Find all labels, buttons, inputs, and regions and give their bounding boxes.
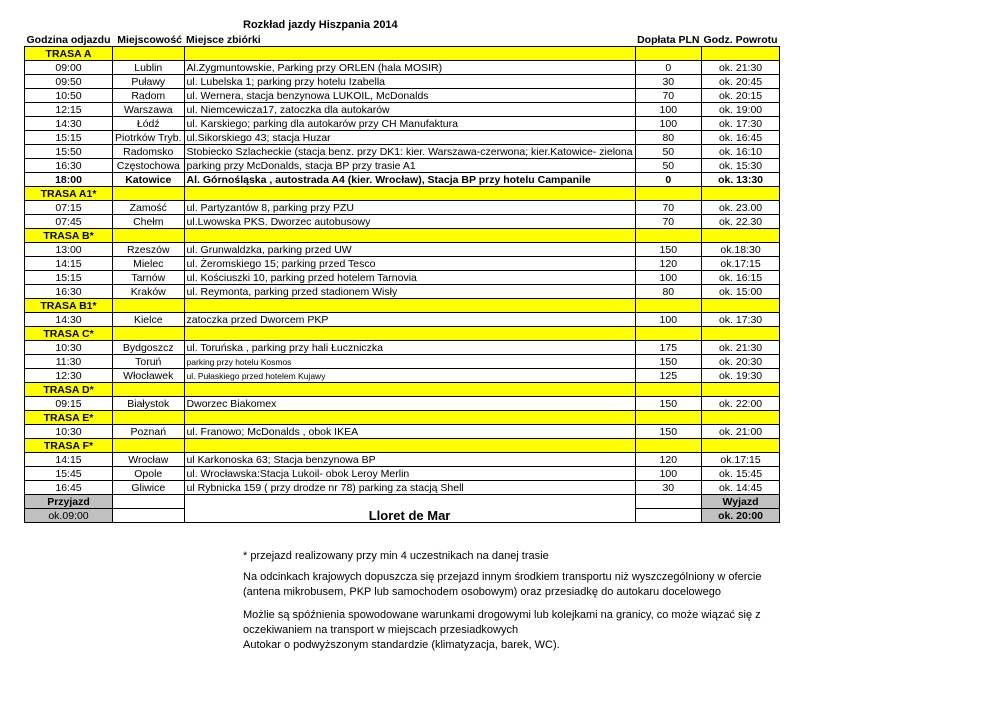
route-header-row (25, 47, 780, 61)
departure-time-cell: 14:30 (25, 117, 113, 131)
route-header-row (25, 187, 780, 201)
return-time-cell: ok. 21:30 (702, 341, 780, 355)
meeting-point-cell: ul.Sikorskiego 43; stacja Huzar (184, 131, 635, 145)
departure-time-cell: 09:00 (25, 61, 113, 75)
route-header-cell (635, 299, 701, 313)
schedule-row (25, 173, 780, 187)
departure-time-cell: 09:15 (25, 397, 113, 411)
schedule-row (25, 355, 780, 369)
city-cell: Bydgoszcz (113, 341, 185, 355)
city-cell: Mielec (113, 257, 185, 271)
meeting-point-cell: ul Karkonoska 63; Stacja benzynowa BP (184, 453, 635, 467)
route-header-row (25, 229, 780, 243)
departure-time-cell: 16:30 (25, 285, 113, 299)
arrival-time: ok.09:00 (25, 509, 113, 523)
return-time-cell: ok. 20:15 (702, 89, 780, 103)
route-header-cell (184, 327, 635, 341)
meeting-point-cell: ul. Grunwaldzka, parking przed UW (184, 243, 635, 257)
route-header-cell (184, 187, 635, 201)
surcharge-cell: 150 (635, 243, 701, 257)
route-header-row (25, 299, 780, 313)
departure-time-cell: 11:30 (25, 355, 113, 369)
meeting-point-cell: Al.Zygmuntowskie, Parking przy ORLEN (hala MOSIR) (184, 61, 635, 75)
meeting-point-cell: ul. Kościuszki 10, parking przed hotelem Tarnovia (184, 271, 635, 285)
departure-time-cell: 15:15 (25, 271, 113, 285)
return-time-cell: ok. 16:45 (702, 131, 780, 145)
surcharge-cell: 120 (635, 257, 701, 271)
return-time-cell: ok. 15:45 (702, 467, 780, 481)
route-header-cell (184, 411, 635, 425)
surcharge-cell: 100 (635, 103, 701, 117)
surcharge-cell: 50 (635, 145, 701, 159)
footer-blank-fee-2 (635, 509, 701, 523)
city-cell: Kielce (113, 313, 185, 327)
route-header-cell (635, 411, 701, 425)
departure-time-cell: 12:15 (25, 103, 113, 117)
return-time-cell: ok.17:15 (702, 257, 780, 271)
route-name: TRASA F* (25, 439, 113, 453)
meeting-point-cell: ul. Toruńska , parking przy hali Łuczniczka (184, 341, 635, 355)
route-header-cell (113, 439, 185, 453)
footer-blank-city-2 (113, 509, 185, 523)
return-time-cell: ok. 22:00 (702, 397, 780, 411)
schedule-table (24, 33, 780, 523)
meeting-point-cell: ul. Franowo; McDonalds , obok IKEA (184, 425, 635, 439)
departure-time-cell: 10:50 (25, 89, 113, 103)
route-header-cell (184, 229, 635, 243)
route-name: TRASA D* (25, 383, 113, 397)
surcharge-cell: 100 (635, 117, 701, 131)
schedule-row (25, 425, 780, 439)
schedule-row (25, 61, 780, 75)
meeting-point-cell: ul. Żeromskiego 15; parking przed Tesco (184, 257, 635, 271)
route-header-cell (702, 299, 780, 313)
schedule-row (25, 453, 780, 467)
route-header-cell (184, 383, 635, 397)
meeting-point-cell: zatoczka przed Dworcem PKP (184, 313, 635, 327)
city-cell: Gliwice (113, 481, 185, 495)
surcharge-cell: 100 (635, 313, 701, 327)
route-header-cell (184, 439, 635, 453)
meeting-point-cell: ul. Lubelska 1; parking przy hotelu Izabella (184, 75, 635, 89)
return-time-cell: ok. 21:00 (702, 425, 780, 439)
schedule-row (25, 243, 780, 257)
schedule-row (25, 89, 780, 103)
surcharge-cell: 0 (635, 173, 701, 187)
return-time-cell: ok. 15:30 (702, 159, 780, 173)
departure-time-cell: 15:50 (25, 145, 113, 159)
city-cell: Warszawa (113, 103, 185, 117)
schedule-row (25, 397, 780, 411)
destination: Lloret de Mar (184, 495, 635, 523)
surcharge-cell: 80 (635, 285, 701, 299)
departure-time-cell: 13:00 (25, 243, 113, 257)
city-cell: Piotrków Tryb. (113, 131, 185, 145)
departure-time-cell: 09:50 (25, 75, 113, 89)
city-cell: Łódź (113, 117, 185, 131)
route-name: TRASA C* (25, 327, 113, 341)
route-header-cell (702, 187, 780, 201)
departure-time-cell: 16:45 (25, 481, 113, 495)
notes (243, 549, 783, 661)
route-name: TRASA B* (25, 229, 113, 243)
route-name: TRASA A1* (25, 187, 113, 201)
city-cell: Lublin (113, 61, 185, 75)
meeting-point-cell: Dworzec Biakomex (184, 397, 635, 411)
surcharge-cell: 100 (635, 271, 701, 285)
header-meeting-point: Miejsce zbiórki (186, 33, 261, 46)
surcharge-cell: 30 (635, 75, 701, 89)
return-time-cell: ok. 16:15 (702, 271, 780, 285)
departure-time-cell: 16:30 (25, 159, 113, 173)
header-return-time: Godz. Powrotu (703, 33, 778, 46)
departure-time-cell: 18:00 (25, 173, 113, 187)
schedule-row (25, 467, 780, 481)
route-header-cell (113, 47, 185, 61)
city-cell: Zamość (113, 201, 185, 215)
footer-label-row (25, 495, 780, 509)
note-coach-standard: Autokar o podwyższonym standardzie (klimatyzacja, barek, WC). (243, 639, 560, 651)
schedule-row (25, 341, 780, 355)
city-cell: Rzeszów (113, 243, 185, 257)
return-time-cell: ok. 19:00 (702, 103, 780, 117)
route-header-cell (184, 47, 635, 61)
schedule-row (25, 201, 780, 215)
surcharge-cell: 150 (635, 397, 701, 411)
meeting-point-cell: ul. Reymonta, parking przed stadionem Wisły (184, 285, 635, 299)
route-header-row (25, 411, 780, 425)
return-time-cell: ok. 15:00 (702, 285, 780, 299)
route-header-cell (113, 299, 185, 313)
city-cell: Poznań (113, 425, 185, 439)
return-time-cell: ok. 16:10 (702, 145, 780, 159)
return-time-cell: ok. 23.00 (702, 201, 780, 215)
surcharge-cell: 30 (635, 481, 701, 495)
meeting-point-cell: ul.Lwowska PKS. Dworzec autobusowy (184, 215, 635, 229)
route-header-cell (702, 439, 780, 453)
route-header-row (25, 383, 780, 397)
route-header-cell (702, 229, 780, 243)
return-time-cell: ok. 13:30 (702, 173, 780, 187)
schedule-row (25, 131, 780, 145)
return-time-cell: ok. 17:30 (702, 117, 780, 131)
return-time-cell: ok. 19:30 (702, 369, 780, 383)
route-header-cell (702, 383, 780, 397)
return-time-cell: ok. 20:30 (702, 355, 780, 369)
departure-time-cell: 07:15 (25, 201, 113, 215)
return-time-cell: ok. 22.30 (702, 215, 780, 229)
city-cell: Częstochowa (113, 159, 185, 173)
departure-time-cell: 14:30 (25, 313, 113, 327)
surcharge-cell: 70 (635, 89, 701, 103)
departure-time-cell: 07:45 (25, 215, 113, 229)
header-surcharge: Dopłata PLN (637, 33, 700, 46)
schedule-row (25, 75, 780, 89)
return-time-cell: ok. 21:30 (702, 61, 780, 75)
route-name: TRASA E* (25, 411, 113, 425)
city-cell: Włocławek (113, 369, 185, 383)
surcharge-cell: 80 (635, 131, 701, 145)
route-header-cell (184, 299, 635, 313)
city-cell: Wrocław (113, 453, 185, 467)
route-name: TRASA A (25, 47, 113, 61)
footer-blank-city (113, 495, 185, 509)
meeting-point-cell: ul. Partyzantów 8, parking przy PZU (184, 201, 635, 215)
route-header-cell (635, 383, 701, 397)
surcharge-cell: 120 (635, 453, 701, 467)
city-cell: Katowice (113, 173, 185, 187)
departure-time-cell: 14:15 (25, 453, 113, 467)
header-row (25, 33, 780, 47)
route-header-cell (702, 327, 780, 341)
meeting-point-cell: ul. Niemcewicza17, zatoczka dla autokarów (184, 103, 635, 117)
route-header-cell (702, 47, 780, 61)
meeting-point-cell: ul. Pułaskiego przed hotelem Kujawy (184, 369, 635, 383)
meeting-point-cell: ul. Wrocławska:Stacja Lukoil- obok Leroy Merlin (184, 467, 635, 481)
route-header-cell (635, 187, 701, 201)
city-cell: Toruń (113, 355, 185, 369)
header-departure-time: Godzina odjazdu (26, 33, 111, 46)
city-cell: Chełm (113, 215, 185, 229)
departure-label: Wyjazd (702, 495, 780, 509)
surcharge-cell: 100 (635, 467, 701, 481)
city-cell: Opole (113, 467, 185, 481)
surcharge-cell: 0 (635, 61, 701, 75)
note-delays: Możlie są spóźnienia spowodowane warunkami drogowymi lub kolejkami na granicy, co może wiązać się z oczekiwaniem na transport w miejscach przesiadkowych (243, 609, 761, 636)
route-header-row (25, 439, 780, 453)
route-header-cell (113, 327, 185, 341)
route-header-cell (635, 229, 701, 243)
route-header-cell (635, 47, 701, 61)
departure-time-cell: 15:15 (25, 131, 113, 145)
route-header-cell (635, 327, 701, 341)
surcharge-cell: 175 (635, 341, 701, 355)
departure-time-cell: 10:30 (25, 425, 113, 439)
return-time-cell: ok. 14:45 (702, 481, 780, 495)
header-city: Miejscowość (117, 33, 183, 46)
return-time-cell: ok. 20:45 (702, 75, 780, 89)
schedule-row (25, 215, 780, 229)
note-min-participants: * przejazd realizowany przy min 4 uczestnikach na danej trasie (243, 550, 549, 562)
route-header-cell (635, 439, 701, 453)
city-cell: Białystok (113, 397, 185, 411)
meeting-point-cell: parking przy McDonalds, stacja BP przy trasie A1 (184, 159, 635, 173)
departure-time: ok. 20:00 (702, 509, 780, 523)
page-title: Rozkład jazdy Hiszpania 2014 (243, 19, 398, 31)
arrival-label: Przyjazd (25, 495, 113, 509)
surcharge-cell: 150 (635, 355, 701, 369)
meeting-point-cell: ul Rybnicka 159 ( przy drodze nr 78) parking za stacją Shell (184, 481, 635, 495)
route-name: TRASA B1* (25, 299, 113, 313)
footer-blank-fee (635, 495, 701, 509)
city-cell: Radomsko (113, 145, 185, 159)
surcharge-cell: 70 (635, 201, 701, 215)
return-time-cell: ok.17:15 (702, 453, 780, 467)
route-header-cell (113, 411, 185, 425)
city-cell: Radom (113, 89, 185, 103)
schedule-row (25, 313, 780, 327)
surcharge-cell: 70 (635, 215, 701, 229)
route-header-cell (113, 187, 185, 201)
route-header-cell (702, 411, 780, 425)
schedule-row (25, 145, 780, 159)
route-header-cell (113, 229, 185, 243)
meeting-point-cell: ul. Wernera, stacja benzynowa LUKOIL, McDonalds (184, 89, 635, 103)
meeting-point-cell: ul. Karskiego; parking dla autokarów przy CH Manufaktura (184, 117, 635, 131)
city-cell: Kraków (113, 285, 185, 299)
surcharge-cell: 50 (635, 159, 701, 173)
schedule-row (25, 117, 780, 131)
schedule-row (25, 103, 780, 117)
note-transport: Na odcinkach krajowych dopuszcza się przejazd innym środkiem transportu niż wyszczególniony w ofercie (antena mikrobusem, PKP lub samochodem osobowym) oraz przesiadkę do autokaru docelowego (243, 571, 762, 598)
city-cell: Puławy (113, 75, 185, 89)
surcharge-cell: 150 (635, 425, 701, 439)
meeting-point-cell: Al. Górnośląska , autostrada A4 (kier. Wrocław), Stacja BP przy hotelu Campanile (184, 173, 635, 187)
city-cell: Tarnów (113, 271, 185, 285)
return-time-cell: ok.18:30 (702, 243, 780, 257)
schedule-row (25, 369, 780, 383)
surcharge-cell: 125 (635, 369, 701, 383)
schedule-row (25, 159, 780, 173)
route-header-row (25, 327, 780, 341)
meeting-point-cell: Stobiecko Szlacheckie (stacja benz. przy DK1: kier. Warszawa-czerwona; kier.Katowice- zielona (184, 145, 635, 159)
route-header-cell (113, 383, 185, 397)
schedule-row (25, 271, 780, 285)
schedule-row (25, 257, 780, 271)
departure-time-cell: 15:45 (25, 467, 113, 481)
departure-time-cell: 10:30 (25, 341, 113, 355)
schedule-row (25, 285, 780, 299)
meeting-point-cell: parking przy hotelu Kosmos (184, 355, 635, 369)
schedule-row (25, 481, 780, 495)
return-time-cell: ok. 17:30 (702, 313, 780, 327)
departure-time-cell: 12:30 (25, 369, 113, 383)
departure-time-cell: 14:15 (25, 257, 113, 271)
